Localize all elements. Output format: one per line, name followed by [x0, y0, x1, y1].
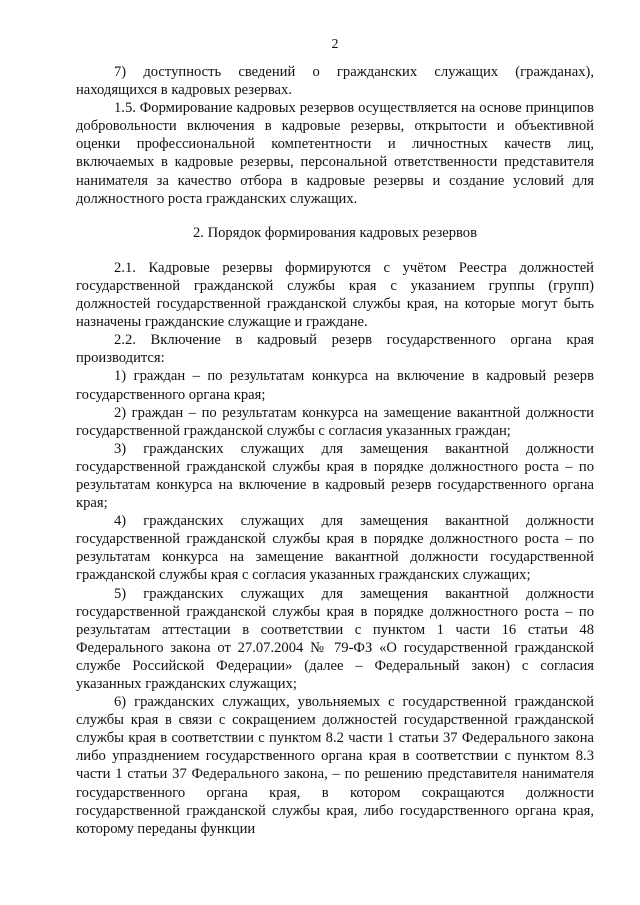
list-item-6: 6) гражданских служащих, увольняемых с государственной гражданской службы края в связи с сокращением должностей государственной гражданской службы края в соответствии с пунктом 8.2 части 1 статьи 37 Федерального закона либо упразднением государственного органа края в соответствии с пунктом 8.3 части 1 статьи 37 Федерального закона, – по решению представителя нанимателя государственного органа края, в котором сокращаются должности государственной гражданской службы края, либо государственного органа края, которому переданы функции	[76, 694, 594, 837]
list-item-5: 5) гражданских служащих для замещения вакантной должности государственной гражданской службы края в порядке должностного роста – по результатам аттестации в соответствии с пунктом 1 части 16 статьи 48 Федерального закона от 27.07.2004 № 79-ФЗ «О государственной гражданской службе Российской Федерации» (далее – Федеральный закон) с согласия указанных гражданских служащих;	[76, 585, 594, 692]
list-item-3: 3) гражданских служащих для замещения вакантной должности государственной гражданской службы края в порядке должностного роста – по результатам конкурса на включение в кадровый резерв государственного органа края;	[76, 440, 594, 512]
list-item-4: 4) гражданских служащих для замещения вакантной должности государственной гражданской службы края в порядке должностного роста – по результатам конкурса на замещение вакантной должности государственной гражданской службы края с согласия указанных гражданских служащих;	[76, 513, 594, 584]
paragraph-2-1: 2.1. Кадровые резервы формируются с учётом Реестра должностей государственной гражданской службы края с указанием группы (групп) должностей государственной гражданской службы края, на которые могут быть назначены гражданские служащие и граждане.	[76, 259, 594, 331]
paragraph-1-5: 1.5. Формирование кадровых резервов осуществляется на основе принципов добровольности включения в кадровые резервы, открытости и объективной оценки профессиональной компетентности и личностных качеств лиц, включаемых в кадровые резервы, персональной ответственности представителя нанимателя за качество отбора в кадровые резервы и создание условий для должностного роста гражданских служащих.	[76, 100, 594, 207]
section-heading: 2. Порядок формирования кадровых резервов	[192, 224, 477, 241]
list-item-2: 2) граждан – по результатам конкурса на замещение вакантной должности государственной гражданской службы с согласия указанных граждан;	[76, 404, 594, 439]
paragraph-2-2: 2.2. Включение в кадровый резерв государственного органа края производится:	[76, 332, 594, 367]
document-page	[76, 36, 594, 838]
paragraph-item-7: 7) доступность сведений о гражданских служащих (гражданах), находящихся в кадровых резервах.	[76, 64, 594, 99]
page-number: 2	[331, 37, 339, 52]
list-item-1: 1) граждан – по результатам конкурса на включение в кадровый резерв государственного органа края;	[76, 368, 594, 403]
